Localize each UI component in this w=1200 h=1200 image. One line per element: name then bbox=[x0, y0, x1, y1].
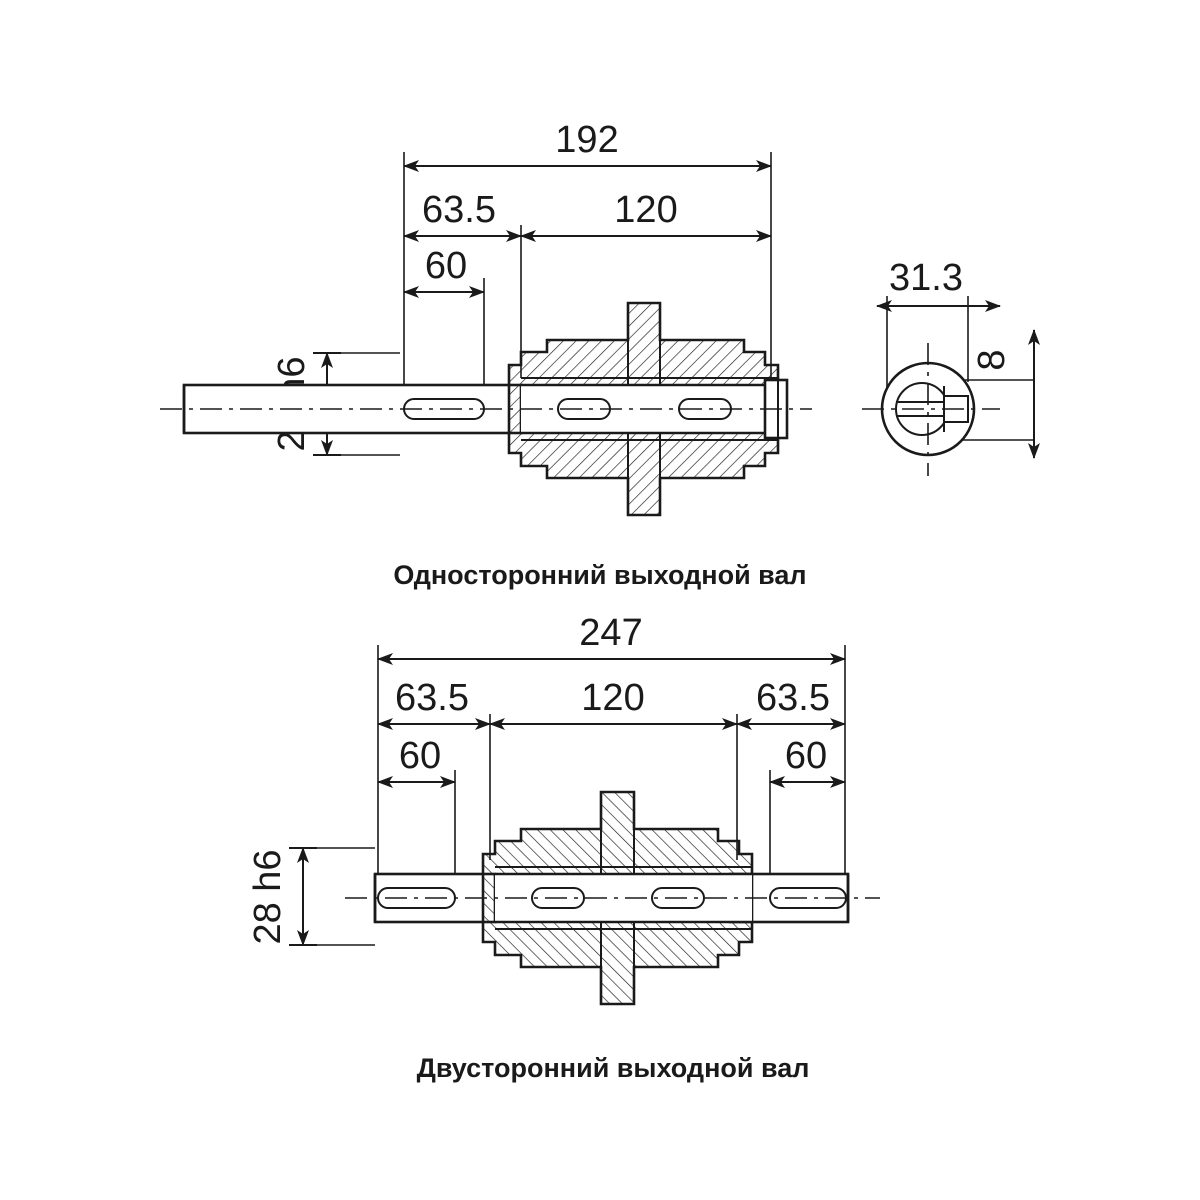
dim-28h6-bottom-label: 28 h6 bbox=[247, 849, 289, 945]
dim-60-top-label: 60 bbox=[424, 245, 468, 287]
dim-63-5-bottom-right bbox=[737, 677, 845, 724]
dim-60-bottom-right-label: 60 bbox=[784, 735, 828, 777]
dim-63-5-top bbox=[404, 189, 521, 236]
dim-60-bottom-right bbox=[770, 735, 845, 782]
section-view-group bbox=[862, 257, 1034, 476]
dim-63-5-bottom-right-label: 63.5 bbox=[756, 677, 830, 719]
bottom-view-caption: Двусторонний выходной вал bbox=[416, 1053, 810, 1083]
dim-63-5-bottom-left bbox=[378, 677, 490, 724]
dim-28h6-bottom bbox=[247, 848, 375, 945]
dim-60-bottom-left bbox=[378, 735, 455, 782]
dim-120-top-label: 120 bbox=[614, 189, 678, 231]
dim-8-label: 8 bbox=[971, 349, 1013, 371]
dim-63-5-bottom-left-label: 63.5 bbox=[395, 677, 469, 719]
dim-60-bottom-left-label: 60 bbox=[398, 735, 442, 777]
dim-60-top bbox=[404, 245, 484, 292]
dim-31-3 bbox=[877, 257, 1000, 306]
top-view-caption: Односторонний выходной вал bbox=[393, 560, 807, 590]
dim-247 bbox=[378, 612, 845, 659]
dim-8 bbox=[971, 330, 1034, 458]
dim-120-top bbox=[521, 189, 771, 236]
dim-63-5-top-label: 63.5 bbox=[422, 189, 496, 231]
dim-120-bottom-label: 120 bbox=[581, 677, 645, 719]
bottom-view-group bbox=[247, 612, 880, 1083]
dim-192 bbox=[404, 119, 771, 166]
dim-120-bottom bbox=[490, 677, 737, 724]
top-view-group bbox=[160, 119, 812, 590]
dim-31-3-label: 31.3 bbox=[889, 257, 963, 299]
dim-247-label: 247 bbox=[579, 612, 643, 654]
dim-192-label: 192 bbox=[555, 119, 619, 161]
